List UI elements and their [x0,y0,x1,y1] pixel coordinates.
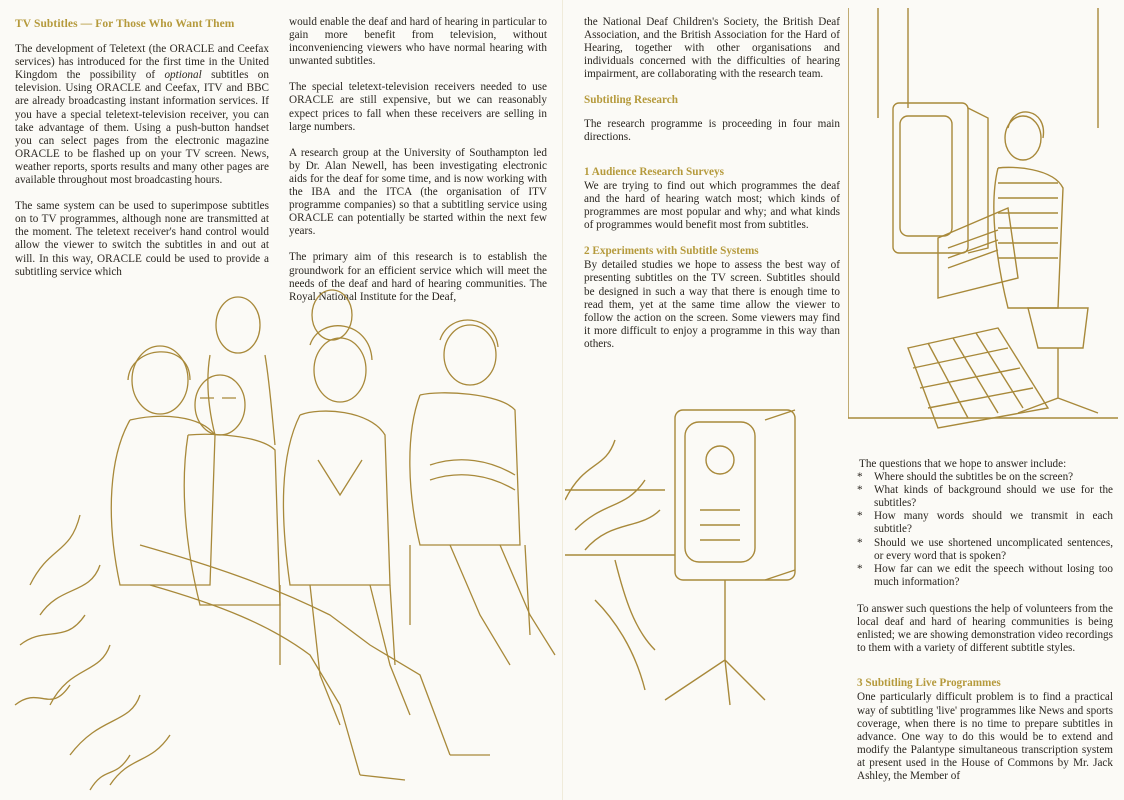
intro-emphasis: optional [164,69,202,82]
subtitling-research-heading: Subtitling Research [584,94,678,107]
primary-aim-paragraph: The primary aim of this research is to establish the groundwork for an efficient service which will meet the needs of the deaf and hard of hearing communities. The Royal National Institute for the Deaf, [289,251,547,303]
list-item: * How many words should we transmit in each subtitle? [857,510,1113,536]
bullet-star: * [857,510,863,523]
volunteers-paragraph: To answer such questions the help of volunteers from the local deaf and hard of hearing communities is being enlisted; we are showing demonstration video recordings to them with a variety of different subtitle styles. [857,602,1113,655]
column-1 [15,18,269,292]
column-2 [289,16,547,317]
operator-illustration [848,8,1120,448]
questions-list [857,471,1113,589]
intro-paragraph [15,43,269,187]
list-item: * How far can we edit the speech without losing too much information? [857,562,1113,588]
research-group-paragraph: A research group at the University of Southampton led by Dr. Alan Newell, has been investigating electronic aids for the deaf for some time, and is now working with the IBA and the ITCA (the organisation of ITV programme companies) so that a subtitling service using ORACLE can potentially be started within the next few years. [289,146,547,238]
tv-stand-illustration [565,400,845,720]
collaborators-paragraph: the National Deaf Children's Society, the British Deaf Association, and the British Association for the Hard of Hearing, together with other organisations and individuals concerned with the difficulties of hearing impairment, are collaborating with the research team. [584,16,840,81]
superimpose-paragraph: The same system can be used to superimpose subtitles on to TV programmes, although none are transmitted at the moment. The teletext receiver's hand control would allow the viewer to switch the subtitles in and out at will. In this way, ORACLE could be used to provide a subtitling service which [15,200,269,278]
experiments-text: By detailed studies we hope to assess the best way of presenting subtitles on the TV screen. Subtitles should be designed in such a way that there is enough time to read them, yet at the same time allow the viewer to follow the action on the screen. Some viewers may find it more difficult to enjoy a programme in this way than others. [584,259,840,350]
experiments-heading: 2 Experiments with Subtitle Systems [584,245,759,258]
live-programmes-text: One particularly difficult problem is to find a practical way of subtitling 'live' programmes like News and sports coverage, when there is no time to prepare subtitles in advance. One way to do this would be to extend and modify the Palantype simultaneous transcription system at present used in the House of Commons by Mr. Jack Ashley, the Member of [857,691,1113,782]
audience-surveys-text: We are trying to find out which programmes the deaf and the hard of hearing watch most; which kinds of programmes are most popular and why; and what kinds of programmes would benefit most from subtitles. [584,179,840,232]
benefit-paragraph: would enable the deaf and hard of hearing in particular to gain more benefit from television, without inconveniencing viewers who have normal hearing with unwanted subtitles. [289,16,547,68]
list-item: * What kinds of background should we use for the subtitles? [857,484,1113,510]
questions-intro: The questions that we hope to answer include: [859,458,1067,470]
list-item: * Where should the subtitles be on the screen? [857,471,1074,484]
bullet-star: * [857,471,863,484]
bullet-star: * [857,536,863,549]
directions-paragraph: The research programme is proceeding in four main directions. [584,117,840,143]
column-3 [584,16,840,364]
viewers-group-illustration [10,285,570,795]
page-title: TV Subtitles — For Those Who Want Them [15,18,235,30]
intro-text-b: subtitles on television. Using ORACLE and Ceefax, ITV and BBC are already broadcasting instant information services. If you have a special teletext-television receiver, you can take advantage of them. Using a push-button handset you can select pages from the electronic magazine ORACLE to be flashed up on your TV screen. News, weather reports, sports results and many other pages are available throughout most broadcasting hours. [15,69,269,187]
live-programmes-heading: 3 Subtitling Live Programmes [857,677,1001,690]
audience-surveys-heading: 1 Audience Research Surveys [584,165,724,178]
list-item: * Should we use shortened uncomplicated sentences, or every word that is spoken? [857,536,1113,562]
intro-text-a: The development of Teletext (the ORACLE and Ceefax services) has introduced for the first time in the United Kingdom the possibility of [15,43,269,82]
bullet-star: * [857,562,863,575]
column-4 [857,458,1113,796]
bullet-star: * [857,484,863,497]
receivers-paragraph: The special teletext-television receivers needed to use ORACLE are still expensive, but we can reasonably expect prices to fall when these receivers are selling in large numbers. [289,81,547,133]
